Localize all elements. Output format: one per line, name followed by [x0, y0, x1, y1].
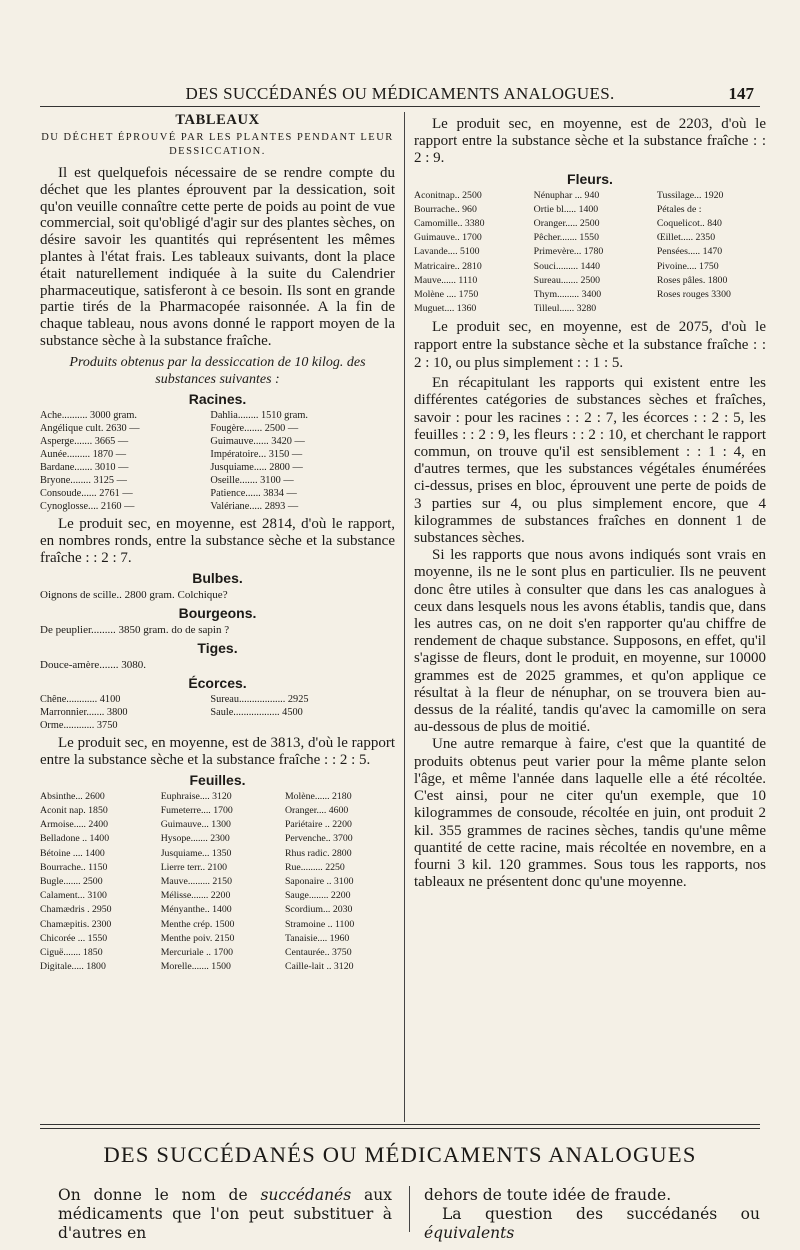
- racines-row: [40, 487, 395, 500]
- feuilles-cell: Menthe crép. 1500: [160, 918, 235, 930]
- fleurs-cell: Thym......... 3400: [533, 289, 602, 301]
- feuilles-cell: Calament... 3100: [40, 890, 107, 902]
- feuilles-cell: Hysope....... 2300: [160, 833, 230, 845]
- racines-row: [40, 474, 395, 487]
- feuilles-cell: Bétoine .... 1400: [40, 847, 105, 859]
- racines-row: [40, 409, 395, 422]
- feuilles-cell: Pervenche.. 3700: [284, 833, 353, 845]
- racines-row: [40, 461, 395, 474]
- feuilles-cell: Fumeterre.... 1700: [160, 804, 233, 816]
- section-title: DES SUCCÉDANÉS OU MÉDICAMENTS ANALOGUES: [103, 1142, 697, 1167]
- section-tiges: Tiges.: [197, 639, 238, 656]
- racines-row: [40, 422, 395, 435]
- question-part-a: La question des succédanés ou: [442, 1205, 760, 1223]
- running-title: DES SUCCÉDANÉS OU MÉDICAMENTS ANALOGUES.: [185, 84, 615, 103]
- fleurs-cell: Aconitnap.. 2500: [414, 189, 482, 201]
- ecorces-note: Le produit sec, en moyenne, est de 3813, d'où le rapport entre la substance sèche et la substance fraîche : : 2 : 5.: [40, 734, 395, 768]
- feuilles-cell: Chamædris . 2950: [40, 904, 112, 916]
- feuilles-row: [40, 847, 395, 861]
- feuilles-cell: Caille-lait .. 3120: [284, 961, 354, 973]
- racines-cell: Jusquiame..... 2800 —: [210, 461, 303, 473]
- tiges-line: Douce-amère....... 3080.: [40, 658, 146, 671]
- rapports-paragraph: Si les rapports que nous avons indiqués sont vrais en moyenne, ils ne le sont plus en particulier. Ils ne peuvent donc être utiles à consulter que dans les cas analogues à ceux dans lesquels nous les avons établis, tandis que, dans les autres cas, on ne doit s'en rapporter qu'au chiffre de rendement de chaque substance. Supposons, en effet, qu'il s'agisse de fleurs, dont le produit, en moyenne, sur 10000 grammes est de 2025 grammes, et qu'on applique ce résultat à la fleur de nénuphar, on se trouvera bien au-dessus de la réalité, tandis qu'avec la camomille on sera au-dessous de plus de moitié.: [414, 547, 766, 736]
- ecorces-table: [40, 693, 395, 732]
- fleurs-cell: Matricaire.. 2810: [414, 260, 482, 272]
- intro-paragraph: Il est quelquefois nécessaire de se rendre compte du déchet que les plantes éprouvent par la dessication, soit qu'on veuille connaître cette perte de poids au point de vue commercial, soit qu'obligé d'agir sur des plantes sèches, on désire savoir les quantités qui représentent les mêmes plantes à l'état frais. Les tableaux suivants, dont la place était naturellement indiquée à la suite du Calendrier pharmaceutique, satisferont à ce besoin. Ils sont en grande partie tirés de la Pharmacopée raisonnée. A la fin de chaque tableau, nous avons donné le rapport moyen de la substance sèche à la substance fraîche.: [40, 165, 395, 349]
- feuilles-cell: Lierre terr.. 2100: [160, 861, 228, 873]
- fleurs-note: Le produit sec, en moyenne, est de 2075, d'où le rapport entre la substance sèche et la substance fraîche : : 2 : 10, ou plus simplement : : 1 : 5.: [414, 319, 766, 371]
- tables-subtitle: DU DÉCHET ÉPROUVÉ PAR LES PLANTES PENDANT LEUR DESSICCATION.: [41, 132, 394, 157]
- fleurs-cell: Coquelicot.. 840: [656, 218, 722, 230]
- feuilles-row: [40, 946, 395, 960]
- fleurs-cell: Guimauve.. 1700: [414, 232, 482, 244]
- ecorces-cell: [210, 719, 395, 732]
- products-heading: Produits obtenus par la dessiccation de 10 kilog. des substances suivantes :: [69, 354, 366, 387]
- feuilles-row: [40, 804, 395, 818]
- fleurs-row: [414, 245, 766, 259]
- fleurs-cell: [657, 302, 766, 316]
- definition-part-a: On donne le nom de: [58, 1186, 261, 1204]
- fleurs-cell: Lavande.... 5100: [414, 246, 480, 258]
- header-rule: [40, 106, 760, 107]
- running-header: [40, 84, 760, 106]
- feuilles-cell: Pariétaire .. 2200: [284, 819, 352, 831]
- fleurs-cell: Molène .... 1750: [414, 289, 479, 301]
- feuilles-cell: Morelle....... 1500: [160, 961, 231, 973]
- racines-cell: Valériane..... 2893 —: [210, 500, 299, 512]
- racines-row: [40, 448, 395, 461]
- racines-cell: Cynoglosse.... 2160 —: [40, 500, 135, 512]
- section-bulbes: Bulbes.: [192, 569, 243, 586]
- fleurs-row: [414, 217, 766, 231]
- fleurs-cell: Nénuphar ... 940: [533, 189, 600, 201]
- fleurs-cell: Ortie bl..... 1400: [533, 203, 599, 215]
- feuilles-cell: Absinthe... 2600: [40, 790, 105, 802]
- feuilles-cell: Mauve......... 2150: [160, 875, 232, 887]
- ecorces-row: [40, 693, 395, 706]
- fleurs-cell: Pétales de :: [656, 203, 702, 215]
- fleurs-row: [414, 231, 766, 245]
- feuilles-row: [40, 832, 395, 846]
- feuilles-cell: Bourrache.. 1150: [40, 861, 108, 873]
- fleurs-cell: Souci......... 1440: [533, 260, 601, 272]
- feuilles-cell: Rhus radic. 2800: [284, 847, 352, 859]
- racines-cell: Asperge....... 3665 —: [40, 435, 129, 447]
- ecorces-cell: Chêne............ 4100: [40, 693, 121, 705]
- feuilles-row: [40, 918, 395, 932]
- section-rule-top: [40, 1124, 760, 1125]
- feuilles-cell: Saponaire .. 3100: [284, 875, 354, 887]
- fleurs-row: [414, 260, 766, 274]
- ecorces-row: [40, 719, 395, 732]
- feuilles-cell: Tanaisie.... 1960: [284, 932, 350, 944]
- feuilles-cell: Mercuriale .. 1700: [160, 947, 234, 958]
- fleurs-cell: Camomille.. 3380: [414, 218, 485, 230]
- section-bourgeons: Bourgeons.: [178, 604, 257, 621]
- racines-cell: Guimauve...... 3420 —: [210, 435, 305, 447]
- fleurs-cell: Sureau....... 2500: [533, 274, 601, 286]
- feuilles-cell: Chamæpitis. 2300: [40, 918, 112, 930]
- feuilles-table: [40, 790, 395, 975]
- feuilles-row: [40, 875, 395, 889]
- bourgeons-line: De peuplier......... 3850 gram. do de sapin ?: [40, 623, 230, 636]
- fleurs-cell: Mauve...... 1110: [414, 274, 478, 286]
- fleurs-cell: Roses pâles. 1800: [656, 274, 728, 286]
- racines-cell: Patience...... 3834 —: [210, 487, 297, 499]
- feuilles-note: Le produit sec, en moyenne, est de 2203, d'où le rapport entre la substance sèche et la substance fraîche : : 2 : 9.: [414, 116, 766, 167]
- feuilles-cell: Molène...... 2180: [284, 790, 352, 802]
- racines-cell: Bardane....... 3010 —: [40, 461, 129, 473]
- fleurs-cell: Primevère... 1780: [533, 246, 604, 258]
- feuilles-cell: Scordium... 2030: [284, 904, 353, 916]
- feuilles-cell: Aconit nap. 1850: [40, 804, 108, 816]
- racines-table: [40, 409, 395, 513]
- racines-cell: Consoude...... 2761 —: [40, 487, 133, 499]
- feuilles-row: [40, 932, 395, 946]
- feuilles-cell: Oranger.... 4600: [284, 804, 349, 816]
- feuilles-cell: Rue......... 2250: [284, 861, 345, 873]
- feuilles-cell: Digitale..... 1800: [40, 961, 106, 973]
- racines-cell: Dahlia........ 1510 gram.: [210, 409, 308, 421]
- racines-cell: Fougère....... 2500 —: [210, 422, 299, 434]
- fleurs-table: [414, 189, 766, 317]
- definition-part-b: aux médicaments que l'on peut substituer à d'autres en: [58, 1186, 392, 1242]
- question-line: [424, 1205, 760, 1243]
- fleurs-cell: Roses rouges 3300: [656, 289, 731, 301]
- definition-term: succédanés: [260, 1186, 352, 1204]
- fleurs-cell: Pêcher....... 1550: [533, 232, 599, 244]
- feuilles-row: [40, 960, 395, 974]
- fleurs-cell: Bourrache.. 960: [414, 203, 477, 215]
- ecorces-cell: Saule.................. 4500: [210, 706, 303, 718]
- column-divider: [404, 112, 405, 1122]
- feuilles-cell: Stramoine .. 1100: [284, 918, 355, 930]
- feuilles-cell: Centaurée.. 3750: [284, 947, 352, 958]
- racines-cell: Oseille....... 3100 —: [210, 474, 294, 486]
- fleurs-row: [414, 274, 766, 288]
- fraude-line: dehors de toute idée de fraude.: [424, 1186, 672, 1204]
- feuilles-cell: Jusquiame... 1350: [160, 847, 232, 859]
- section-racines: Racines.: [188, 390, 247, 407]
- feuilles-cell: Ményanthe.. 1400: [160, 904, 232, 916]
- racines-cell: Angélique cult. 2630 —: [40, 422, 140, 434]
- fleurs-row: [414, 203, 766, 217]
- section-fleurs: Fleurs.: [567, 170, 613, 187]
- bottom-right-text: [424, 1186, 760, 1243]
- feuilles-cell: Bugle....... 2500: [40, 875, 103, 887]
- feuilles-cell: Ciguë....... 1850: [40, 947, 103, 958]
- ecorces-cell: Orme............ 3750: [40, 719, 118, 731]
- feuilles-cell: Guimauve... 1300: [160, 819, 231, 831]
- feuilles-cell: Armoise..... 2400: [40, 819, 109, 831]
- ecorces-row: [40, 706, 395, 719]
- feuilles-cell: Euphraise.... 3120: [160, 790, 232, 802]
- section-ecorces: Écorces.: [188, 674, 247, 691]
- fleurs-row: [414, 288, 766, 302]
- bulbes-line: Oignons de scille.. 2800 gram. Colchique?: [40, 588, 228, 601]
- racines-row: [40, 435, 395, 448]
- feuilles-cell: Sauge........ 2200: [284, 890, 351, 902]
- racines-cell: Aunée......... 1870 —: [40, 448, 127, 460]
- racines-note: Le produit sec, en moyenne, est 2814, d'où le rapport, en nombres ronds, entre la substance sèche et la substance fraîche : : 2 : 7.: [40, 515, 395, 566]
- feuilles-row: [40, 903, 395, 917]
- fleurs-cell: Pensées..... 1470: [656, 246, 723, 258]
- succedanes-definition: [58, 1186, 392, 1243]
- ecorces-cell: Sureau.................. 2925: [210, 693, 309, 705]
- ecorces-cell: Marronnier....... 3800: [40, 706, 128, 718]
- feuilles-cell: Chicorée ... 1550: [40, 932, 108, 944]
- fleurs-cell: Œillet..... 2350: [656, 232, 716, 244]
- bottom-left-text: [58, 1186, 392, 1243]
- racines-cell: Bryone........ 3125 —: [40, 474, 127, 486]
- remarque-paragraph: Une autre remarque à faire, c'est que la quantité de produits obtenus peut varier pour la même plante selon l'âge, et même l'année dans laquelle elle a été récoltée. C'est ainsi, pour ne citer qu'un exemple, que 10 kilogrammes de consoude, récoltée en juin, ont produit 2 kil. 355 grammes de racines sèches, tandis qu'une même quantité de cette racine, mais récoltée en novembre, en a fourni 3 kil. 120 grammes. Sous tous les rapports, nos tableaux ne présentent donc qu'une moyenne.: [414, 736, 766, 891]
- bottom-column-divider: [409, 1186, 410, 1232]
- feuilles-cell: Menthe poiv. 2150: [160, 932, 235, 944]
- fleurs-cell: Tilleul...... 3280: [533, 303, 597, 315]
- fleurs-cell: Pivoine.... 1750: [656, 260, 719, 272]
- left-column: [40, 112, 395, 974]
- racines-cell: Ache.......... 3000 gram.: [40, 409, 137, 421]
- section-rule-bottom: [40, 1128, 760, 1129]
- fleurs-cell: Oranger..... 2500: [533, 218, 600, 230]
- fleurs-cell: Muguet.... 1360: [414, 303, 477, 315]
- question-term: équivalents: [424, 1224, 515, 1242]
- tables-title: TABLEAUX: [175, 112, 260, 128]
- feuilles-cell: Mélisse....... 2200: [160, 890, 231, 902]
- fleurs-row: [414, 189, 766, 203]
- racines-row: [40, 500, 395, 513]
- feuilles-row: [40, 818, 395, 832]
- section-feuilles: Feuilles.: [189, 771, 246, 788]
- feuilles-cell: Belladone .. 1400: [40, 833, 110, 845]
- right-column: [414, 116, 766, 891]
- fleurs-cell: Tussilage... 1920: [656, 189, 724, 201]
- racines-cell: Impératoire... 3150 —: [210, 448, 303, 460]
- feuilles-row: [40, 889, 395, 903]
- recap-paragraph: En récapitulant les rapports qui existent entre les différentes catégories de substances sèches et fraîches, savoir : pour les racines : : 2 : 7, les écorces : : 2 : 5, les feuilles : : 2 : 9, les fleurs : : 2 : 10, et cherchant le rapport commun, on trouve qu'il est sensiblement : : 1 : 4, en d'autres termes, que les substances végétales énumérées ci-dessus, prises en bloc, éprouvent une perte de poids de 3 parties sur 4, ou plus simplement encore, que 4 kilogrammes de substances fraîches en donnent 1 de substances sèches.: [414, 375, 766, 547]
- feuilles-row: [40, 861, 395, 875]
- fleurs-row: [414, 302, 766, 316]
- feuilles-row: [40, 790, 395, 804]
- page-number: 147: [728, 84, 754, 103]
